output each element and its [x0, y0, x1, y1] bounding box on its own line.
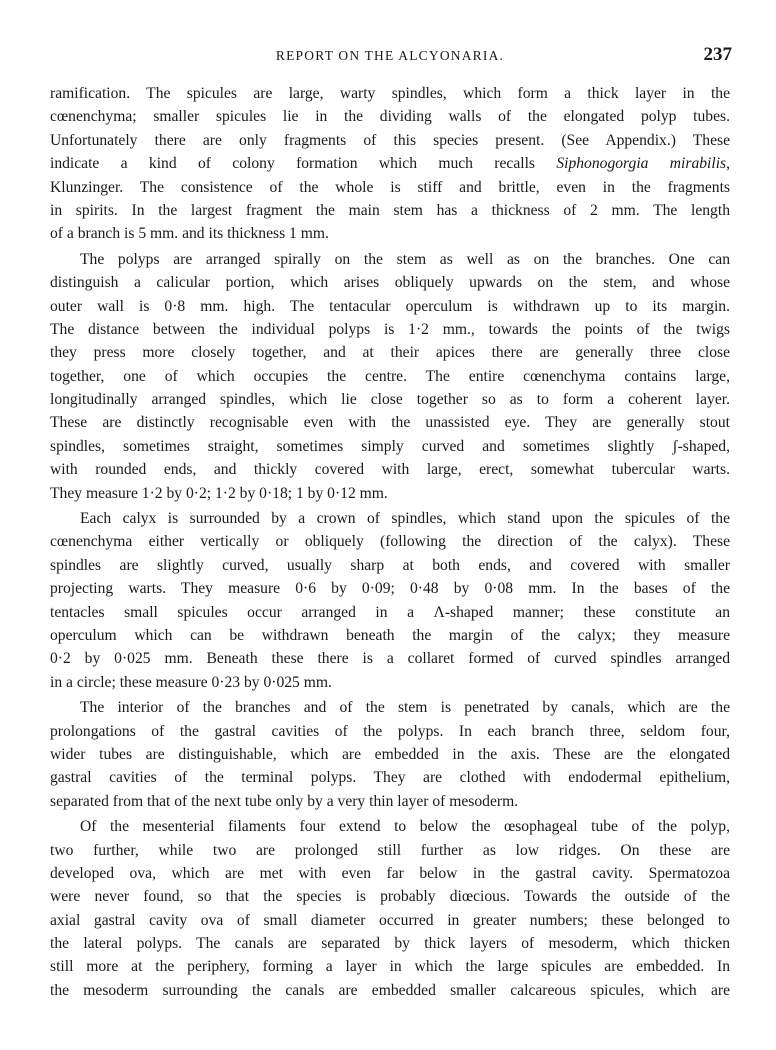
text-line: The distance between the individual polyps is 1·2 mm., towards the points of the twigs — [50, 320, 730, 338]
text-line: spindles are slightly curved, usually sharp at both ends, and covered with smaller — [50, 556, 730, 574]
text-line: prolongations of the gastral cavities of the polyps. In each branch three, seldom four, — [50, 722, 730, 740]
text-line: operculum which can be withdrawn beneath the margin of the calyx; they measure — [50, 626, 730, 644]
paragraph — [50, 507, 730, 694]
text-line: the lateral polyps. The canals are separated by thick layers of mesoderm, which thicken — [50, 935, 730, 953]
text-line: gastral cavities of the terminal polyps. They are clothed with endodermal epithelium, — [50, 769, 730, 787]
text-line: outer wall is 0·8 mm. high. The tentacular operculum is withdrawn up to its margin. — [50, 297, 730, 315]
text-line: The interior of the branches and of the stem is penetrated by canals, which are the — [80, 699, 730, 717]
text-line: of a branch is 5 mm. and its thickness 1 mm. — [50, 225, 329, 243]
text-line: they press more closely together, and at their apices there are generally three close — [50, 344, 730, 362]
text-line: indicate a kind of colony formation which much recalls Siphonogorgia mirabilis, — [50, 155, 731, 173]
text-line: still more at the periphery, forming a layer in which the large spicules are embedded. In — [50, 958, 730, 976]
text-line: spindles, sometimes straight, sometimes simply curved and sometimes slightly ʃ-shaped, — [50, 437, 730, 455]
text-line: Klunzinger. The consistence of the whole is stiff and brittle, even in the fragments — [50, 178, 730, 196]
text-line: wider tubes are distinguishable, which are embedded in the axis. These are the elongated — [50, 745, 730, 763]
running-title: REPORT ON THE ALCYONARIA. — [275, 48, 505, 63]
text-line: Of the mesenterial filaments four extend to below the œsophageal tube of the polyp, — [80, 818, 730, 836]
page-header — [50, 44, 730, 68]
text-line: tentacles small spicules occur arranged in a Λ-shaped manner; these constitute an — [50, 603, 730, 621]
italic-species-name: Siphonogorgia mirabilis — [556, 155, 727, 173]
paragraph — [50, 82, 730, 246]
page-number: 237 — [703, 44, 732, 65]
text-line: with rounded ends, and thickly covered with large, erect, somewhat tubercular warts. — [50, 461, 730, 479]
text-line: cœnenchyma; smaller spicules lie in the dividing walls of the elongated polyp tubes. — [50, 108, 730, 126]
text-line: in a circle; these measure 0·23 by 0·025 mm. — [50, 673, 332, 691]
text-line: longitudinally arranged spindles, which lie close together so as to form a coherent layer. — [50, 391, 730, 409]
text-line: ramification. The spicules are large, warty spindles, which form a thick layer in the — [50, 85, 730, 102]
text-line: Unfortunately there are only fragments of this species present. (See Appendix.) These — [50, 131, 730, 149]
text-line: cœnenchyma either vertically or obliquely (following the direction of the calyx). These — [50, 533, 730, 551]
text-line: projecting warts. They measure 0·6 by 0·09; 0·48 by 0·08 mm. In the bases of the — [50, 580, 730, 598]
text-line: 0·2 by 0·025 mm. Beneath these there is a collaret formed of curved spindles arranged — [50, 650, 730, 668]
text-line: the mesoderm surrounding the canals are embedded smaller calcareous spicules, which are — [50, 981, 730, 999]
text-line: in spirits. In the largest fragment the main stem has a thickness of 2 mm. The length — [50, 201, 730, 219]
text-line: developed ova, which are met with even far below in the gastral cavity. Spermatozoa — [50, 864, 730, 882]
text-line: distinguish a calicular portion, which arises obliquely upwards on the stem, and whose — [50, 274, 730, 292]
paragraph — [50, 696, 730, 813]
text-line: were never found, so that the species is probably diœcious. Towards the outside of the — [50, 888, 730, 906]
text-line: The polyps are arranged spirally on the stem as well as on the branches. One can — [80, 250, 730, 268]
text-line: two further, while two are prolonged still further as low ridges. On these are — [50, 841, 730, 859]
text-line: separated from that of the next tube only by a very thin layer of mesoderm. — [50, 792, 519, 810]
text-line: These are distinctly recognisable even with the unassisted eye. They are generally stout — [50, 414, 730, 432]
paragraph — [50, 815, 730, 1002]
text-line: together, one of which occupies the centre. The entire cœnenchyma contains large, — [50, 367, 730, 385]
paragraph — [50, 248, 730, 505]
text-line: axial gastral cavity ova of small diameter occurred in greater numbers; these belonged to — [50, 911, 730, 929]
text-line: Each calyx is surrounded by a crown of spindles, which stand upon the spicules of the — [80, 510, 730, 528]
text-line: They measure 1·2 by 0·2; 1·2 by 0·18; 1 by 0·12 mm. — [50, 484, 388, 502]
page-body — [50, 82, 730, 1002]
